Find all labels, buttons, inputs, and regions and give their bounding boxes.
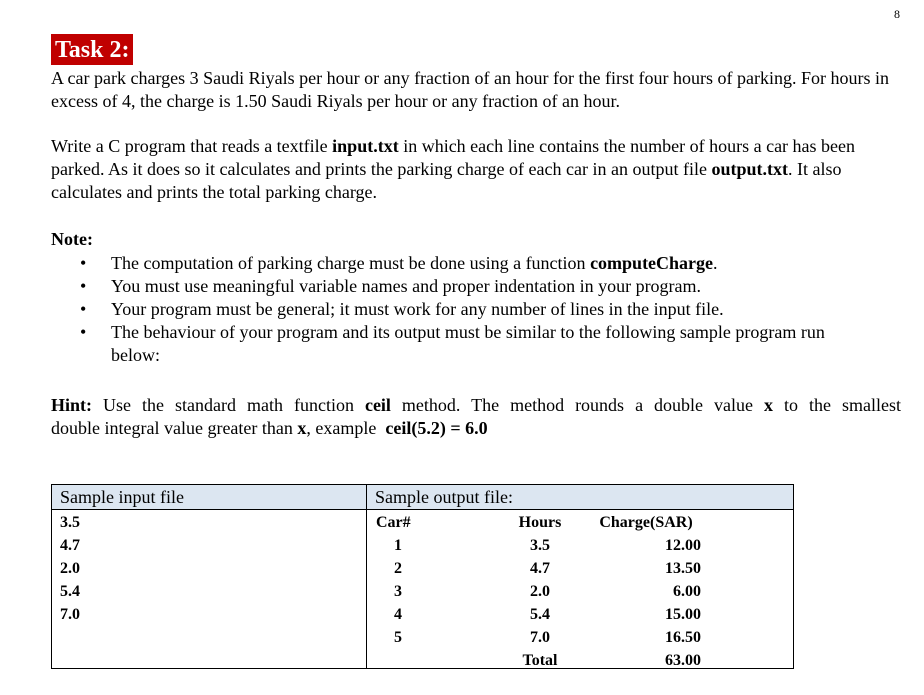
note-item — [78, 252, 878, 275]
hint-line-1 — [51, 394, 901, 417]
hint-label: Hint: — [51, 395, 93, 415]
input-value: 7.0 — [60, 606, 80, 623]
note-text: Your program must be general; it must work for any number of lines in the input file. — [111, 299, 724, 319]
hint-ceil: ceil — [364, 395, 391, 415]
note-text: You must use meaningful variable names and proper indentation in your program. — [111, 276, 702, 296]
hint-text: Use the standard math function — [103, 395, 365, 415]
problem-statement: A car park charges 3 Saudi Riyals per hour or any fraction of an hour for the first four hours of parking. For hours in excess of 4, the charge is 1.50 Saudi Riyals per hour or any fraction of an hour. — [51, 68, 889, 111]
charge-value: 13.50 — [665, 560, 701, 577]
bullet-icon: • — [80, 253, 87, 273]
output-row — [367, 534, 793, 557]
sample-output-column — [367, 485, 793, 668]
note-text: The computation of parking charge must be done using a function — [111, 253, 591, 273]
car-number: 2 — [394, 560, 402, 577]
total-value: 63.00 — [665, 652, 701, 669]
output-filename: output.txt — [711, 159, 788, 179]
hours-value: 4.7 — [530, 560, 550, 577]
output-row — [367, 557, 793, 580]
input-value: 2.0 — [60, 560, 80, 577]
sample-input-values — [60, 511, 80, 626]
charge-value: 15.00 — [665, 606, 701, 623]
output-column-headers — [367, 511, 793, 534]
hours-value: 7.0 — [530, 629, 550, 646]
task-heading: Task 2: — [51, 34, 133, 65]
hours-value: 5.4 — [530, 606, 550, 623]
sample-input-header: Sample input file — [52, 485, 366, 510]
car-number: 1 — [394, 537, 402, 554]
note-label: Note: — [51, 229, 93, 249]
sample-run-table — [51, 484, 794, 669]
requirement-text-3: . It also calculates and prints the total parking charge. — [51, 159, 842, 202]
input-value: 5.4 — [60, 583, 80, 600]
hint-text: method. The method rounds a double value — [390, 395, 765, 415]
hint-line-2 — [51, 418, 488, 438]
requirement-text-2: in which each line contains the number of hours a car has been parked. As it does so it calculates and prints the parking charge of each car in an output file — [51, 136, 856, 179]
function-name: computeCharge — [590, 253, 714, 273]
bullet-icon: • — [80, 276, 87, 296]
program-requirement — [51, 135, 906, 204]
requirement-text-1: Write a C program that reads a textfile — [51, 136, 333, 156]
hours-column-header: Hours — [518, 514, 562, 531]
hint-text: double integral value greater than — [51, 418, 298, 438]
output-row — [367, 626, 793, 649]
input-value: 4.7 — [60, 537, 80, 554]
car-number: 4 — [394, 606, 402, 623]
sample-output-header: Sample output file: — [367, 485, 793, 510]
hint-text: , example — [306, 418, 386, 438]
output-total-row — [367, 649, 793, 672]
output-row — [367, 603, 793, 626]
notes-list — [78, 252, 878, 367]
hours-value: 2.0 — [530, 583, 550, 600]
hint-x: x — [764, 395, 774, 415]
hint-x: x — [297, 418, 307, 438]
car-column-header: Car# — [376, 514, 411, 531]
input-filename: input.txt — [332, 136, 399, 156]
bullet-icon: • — [80, 322, 87, 342]
note-text: The behaviour of your program and its output must be similar to the following sample program run below: — [111, 322, 825, 365]
sample-output-grid — [367, 511, 793, 672]
hint-text: to the smallest — [773, 395, 901, 415]
car-number: 5 — [394, 629, 402, 646]
hint-example: ceil(5.2) = 6.0 — [385, 418, 488, 438]
hours-value: 3.5 — [530, 537, 550, 554]
bullet-icon: • — [80, 299, 87, 319]
output-row — [367, 580, 793, 603]
charge-value: 16.50 — [665, 629, 701, 646]
sample-input-column — [52, 485, 367, 668]
note-item — [78, 321, 878, 367]
total-label: Total — [522, 652, 558, 669]
charge-value: 12.00 — [665, 537, 701, 554]
charge-value: 6.00 — [673, 583, 701, 600]
charge-column-header: Charge(SAR) — [599, 514, 693, 531]
car-number: 3 — [394, 583, 402, 600]
note-suffix: . — [713, 253, 718, 273]
hint-paragraph — [51, 394, 901, 440]
note-item — [78, 298, 878, 321]
page-number: 8 — [894, 7, 900, 21]
note-item — [78, 275, 878, 298]
input-value: 3.5 — [60, 514, 80, 531]
